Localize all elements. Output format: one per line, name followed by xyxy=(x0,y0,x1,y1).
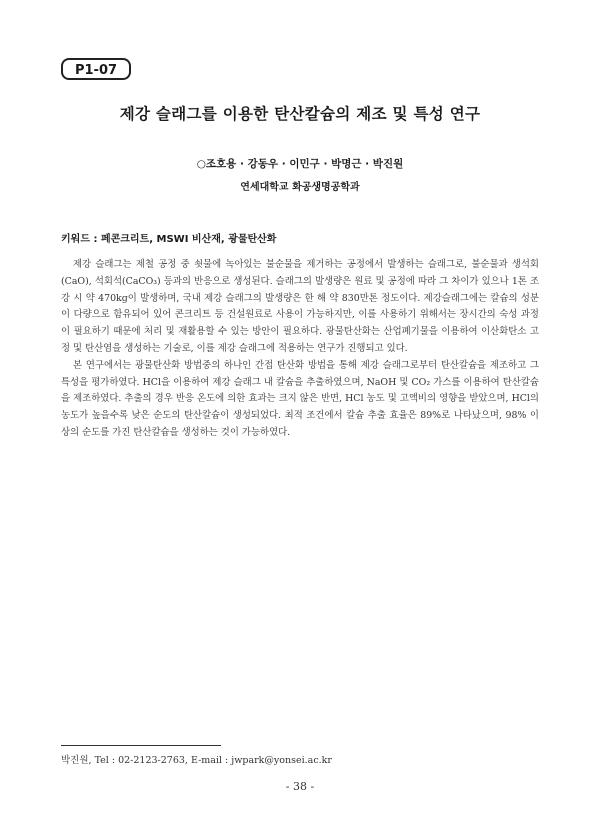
footnote-divider xyxy=(61,745,221,746)
paragraph: 본 연구에서는 광물탄산화 방법중의 하나인 간접 탄산화 방법을 통해 제강 슬래그로부터 탄산칼슘을 제조하고 그 특성을 평가하였다. HCl을 이용하여 제강 슬래그 내 칼슘을 추출하였으며, NaOH 및 CO₂ 가스를 이용하여 탄산칼슘을 제조하였다. 추출의 경우 반응 온도에 의한 효과는 크지 않은 반면, HCl 농도 및 고액비의 영향을 받았으며, HCl의 농도가 높을수록 낮은 순도의 탄산칼슘이 생성되었다. 최적 조건에서 칼슘 추출 효율은 89%로 나타났으며, 98% 이상의 순도를 가진 탄산칼슘을 생성하는 것이 가능하였다. xyxy=(61,359,539,438)
abstract-body xyxy=(61,257,539,442)
keywords: 키워드 : 페콘크리트, MSWI 비산재, 광물탄산화 xyxy=(61,234,277,245)
author-list: ○조호용 · 강동우 · 이민구 · 박명근 · 박진원 xyxy=(196,158,404,170)
paper-id-badge: P1-07 xyxy=(61,58,131,80)
paragraph: 제강 슬래그는 제철 공정 중 쇳물에 녹아있는 불순물을 제거하는 공정에서 발생하는 슬래그로, 불순물과 생석회(CaO), 석회석(CaCO₃) 등과의 반응으로 생성된다. 슬래그의 발생량은 원료 및 공정에 따라 그 차이가 있으나 1톤 조강 시 약 470kg이 발생하며, 국내 제강 슬래그의 발생량은 한 해 약 830만톤 정도이다. 제강슬래그에는 칼슘의 성분이 다량으로 함유되어 있어 콘크리트 등 건설원료로 사용이 가능하지만, 이를 사용하기 위해서는 장시간의 숙성 과정이 필요하기 때문에 처리 및 재활용할 수 있는 방안이 필요하다. 광물탄산화는 산업폐기물을 이용하여 이산화탄소 고정 및 탄산염을 생성하는 기술로, 이를 제강 슬래그에 적용하는 연구가 진행되고 있다. xyxy=(61,259,539,354)
footnote-contact: 박진원, Tel : 02-2123-2763, E-mail : jwpark@yonsei.ac.kr xyxy=(61,755,332,766)
affiliation: 연세대학교 화공생명공학과 xyxy=(240,182,360,193)
paper-title: 제강 슬래그를 이용한 탄산칼슘의 제조 및 특성 연구 xyxy=(119,105,481,123)
page-number: - 38 - xyxy=(285,780,315,793)
